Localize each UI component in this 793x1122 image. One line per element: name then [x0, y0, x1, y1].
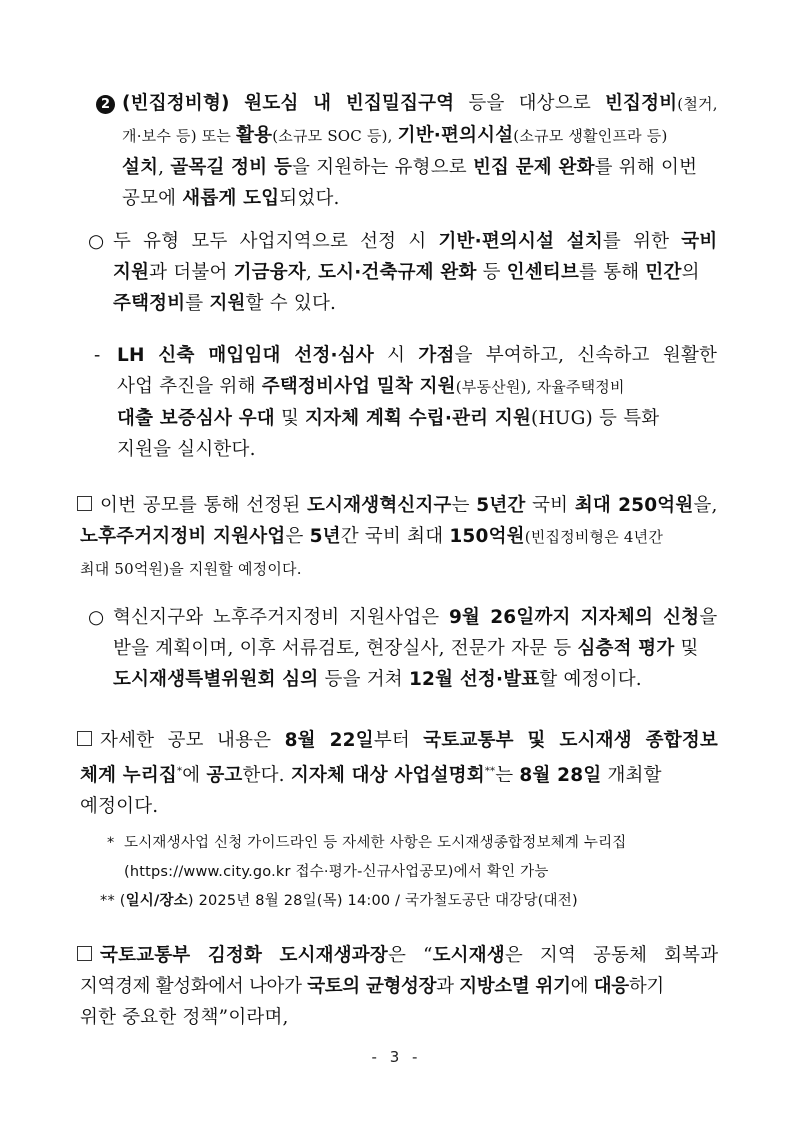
text-line [100, 725, 718, 756]
text-run: 은 [285, 526, 310, 547]
bold-text: 설치 [122, 157, 159, 178]
bold-text: 대출 보증심사 우대 [117, 408, 275, 429]
text-run: 을, [693, 495, 718, 516]
bold-text: 주택정비사업 밀착 지원 [261, 376, 456, 397]
text-run: (빈집정비형은 4년간 [524, 528, 664, 546]
text-run: 및 [674, 638, 699, 659]
text-line [113, 226, 717, 257]
checkbox-square-icon [77, 725, 92, 756]
bold-text: 도시재생 [432, 945, 505, 966]
bold-text: 일시/장소 [125, 893, 188, 909]
text-run: 를 통해 [579, 262, 646, 283]
text-run: 간 국비 최대 [340, 526, 450, 547]
text-line [80, 791, 718, 822]
bold-text: LH 신축 매입임대 선정·심사 [117, 345, 374, 366]
bold-text: 활용 [236, 125, 273, 146]
text-run: (소규모 SOC 등), [272, 127, 398, 145]
text-line [122, 88, 718, 120]
text-line [113, 633, 717, 664]
paragraph-lh-support [117, 340, 717, 465]
text-run: 등을 거쳐 [318, 669, 409, 690]
text-line [117, 403, 717, 434]
text-run: ** ( [100, 893, 126, 909]
bold-text: (빈집정비형) 원도심 내 빈집밀집구역 [122, 93, 455, 114]
bold-text: 주택정비 [113, 293, 186, 314]
bold-text: 새롭게 도입 [182, 188, 280, 209]
text-run: 과 [436, 976, 460, 997]
text-run: 개·보수 등) 또는 [122, 127, 237, 145]
text-line [80, 521, 718, 553]
bold-text: 가점 [418, 345, 455, 366]
text-run: 되었다. [279, 188, 340, 209]
text-line [122, 120, 718, 152]
text-line [124, 858, 627, 887]
bold-text: 대응 [593, 976, 629, 997]
circle-bullet: ○ [88, 231, 105, 252]
text-run: 을 부여하고, 신속하고 원활한 [454, 345, 718, 366]
text-run: 부터 [373, 730, 424, 751]
text-run: (소규모 생활인프라 등) [513, 127, 668, 145]
text-run: , [158, 157, 171, 178]
text-run: (https://www.city.go.kr 접수·평가-신규사업공모)에서 확인 가능 [124, 864, 549, 880]
text-line [80, 553, 718, 585]
text-run: 하기 [628, 976, 664, 997]
footnote-guideline [124, 829, 627, 887]
text-run: 시 [373, 345, 419, 366]
bold-text: 8월 22일 [284, 730, 374, 751]
bold-text: 기반·편의시설 [397, 125, 514, 146]
text-line [117, 371, 717, 403]
text-run: 최대 50억원)을 지원할 예정이다. [80, 560, 302, 578]
bold-text: 심층적 평가 [577, 638, 675, 659]
bold-text: 지원 [113, 262, 150, 283]
text-run: 도시재생사업 신청 가이드라인 등 자세한 사항은 도시재생종합정보체계 누리집 [124, 835, 627, 851]
text-run: 에 [182, 765, 207, 786]
text-run: 를 [185, 293, 210, 314]
text-run: ** [484, 766, 496, 777]
text-line [113, 257, 717, 288]
bold-text: 체계 누리집 [80, 765, 177, 786]
bold-text: 5년간 [476, 495, 526, 516]
text-run: (부동산원), 자율주택정비 [455, 378, 625, 396]
text-run: (철거, [677, 95, 718, 113]
text-run: 위한 중요한 정책”이라며, [80, 1007, 289, 1028]
text-line [124, 829, 627, 858]
checkbox-square-icon [77, 940, 92, 971]
bold-text: 국토교통부 김정화 도시재생과장 [100, 945, 388, 966]
text-run: 개최할 [601, 765, 662, 786]
paragraph-bindjip-type [122, 88, 718, 214]
numbered-marker: 2 [96, 88, 115, 119]
bold-text: 노후주거지정비 지원사업 [80, 526, 286, 547]
text-line [80, 756, 718, 791]
text-run: 과 더불어 [149, 262, 234, 283]
text-run: 한다. [242, 765, 291, 786]
text-run: 를 위한 [602, 231, 682, 252]
text-run: 에 [570, 976, 594, 997]
text-line [113, 602, 717, 633]
bold-text: 국비 [681, 231, 718, 252]
text-run: 혁신지구와 노후주거지정비 지원사업은 [113, 607, 449, 628]
text-line [122, 152, 718, 183]
paragraph-schedule [113, 602, 717, 695]
circle-bullet: ○ [88, 607, 105, 628]
text-run: 를 위해 이번 [594, 157, 698, 178]
text-run: 는 [495, 765, 520, 786]
bold-text: 8월 28일 [519, 765, 602, 786]
text-line [80, 1002, 718, 1033]
text-line [122, 183, 718, 214]
paragraph-funding [80, 490, 718, 585]
text-run: 자세한 공모 내용은 [100, 730, 285, 751]
bold-text: 도시·건축규제 완화 [318, 262, 477, 283]
paragraph-director-quote [80, 940, 719, 1033]
bold-text: 국토의 균형성장 [307, 976, 437, 997]
text-run: 받을 계획이며, 이후 서류검토, 현장실사, 전문가 자문 등 [113, 638, 578, 659]
text-run: 할 수 있다. [245, 293, 337, 314]
text-run: 공모에 [122, 188, 183, 209]
text-line [117, 340, 717, 371]
paragraph-announcement [80, 725, 718, 822]
text-run: 을 지원하는 유형으로 [292, 157, 473, 178]
text-run: * [177, 766, 183, 777]
text-run: 지역경제 활성화에서 나아가 [80, 976, 308, 997]
page-number: - 3 - [371, 1048, 422, 1066]
text-line [80, 971, 718, 1002]
bold-text: 150억원 [449, 526, 525, 547]
bold-text: 민간 [645, 262, 682, 283]
text-run: 국비 [525, 495, 575, 516]
bold-text: 최대 250억원 [574, 495, 694, 516]
footnote-briefing [100, 887, 578, 916]
text-line [100, 940, 718, 971]
bold-text: 지자체 대상 사업설명회 [290, 765, 485, 786]
paragraph-incentives [113, 226, 717, 319]
bold-text: 5년 [309, 526, 341, 547]
bold-text: 빈집 문제 완화 [472, 157, 595, 178]
text-run: (HUG) 등 특화 [531, 408, 660, 429]
bold-text: 도시재생특별위원회 심의 [113, 669, 319, 690]
text-run: 은 “ [387, 945, 433, 966]
text-run: 등을 대상으로 [454, 93, 605, 114]
bold-text: 기반·편의시설 설치 [438, 231, 603, 252]
bold-text: 지자체 계획 수립·관리 지원 [305, 408, 532, 429]
text-run: 의 [681, 262, 700, 283]
text-run: 사업 추진을 위해 [117, 376, 262, 397]
text-line [100, 490, 718, 521]
bold-text: 국토교통부 및 도시재생 종합정보 [423, 730, 718, 751]
bold-text: 지방소멸 위기 [459, 976, 571, 997]
text-run: 등 [476, 262, 507, 283]
dash-bullet: - [94, 345, 101, 366]
text-run: 은 지역 공동체 회복과 [504, 945, 719, 966]
checkbox-square-icon [77, 490, 92, 521]
bold-text: 12월 선정·발표 [408, 669, 540, 690]
footnote-marker: * [107, 835, 115, 851]
text-line [117, 434, 717, 465]
text-run: 할 예정이다. [539, 669, 642, 690]
text-line [113, 664, 717, 695]
bold-text: 지원 [209, 293, 246, 314]
bold-text: 골목길 정비 등 [170, 157, 293, 178]
bold-text: 기금융자 [233, 262, 306, 283]
text-run: , [305, 262, 319, 283]
bold-text: 공고 [206, 765, 243, 786]
text-run: 을 [699, 607, 718, 628]
text-run: 및 [274, 408, 306, 429]
text-run: 두 유형 모두 사업지역으로 선정 시 [113, 231, 439, 252]
text-line [113, 288, 717, 319]
bold-text: 도시재생혁신지구 [307, 495, 452, 516]
text-run: ) 2025년 8월 28일(목) 14:00 / 국가철도공단 대강당(대전) [187, 893, 578, 909]
bold-text: 빈집정비 [604, 93, 678, 114]
text-run: 이번 공모를 통해 선정된 [100, 495, 308, 516]
text-run: 예정이다. [80, 796, 159, 817]
text-run: 는 [451, 495, 477, 516]
text-run: 지원을 실시한다. [117, 439, 256, 460]
bold-text: 인센티브 [506, 262, 580, 283]
bold-text: 9월 26일까지 지자체의 신청 [448, 607, 700, 628]
text-line [100, 887, 578, 916]
